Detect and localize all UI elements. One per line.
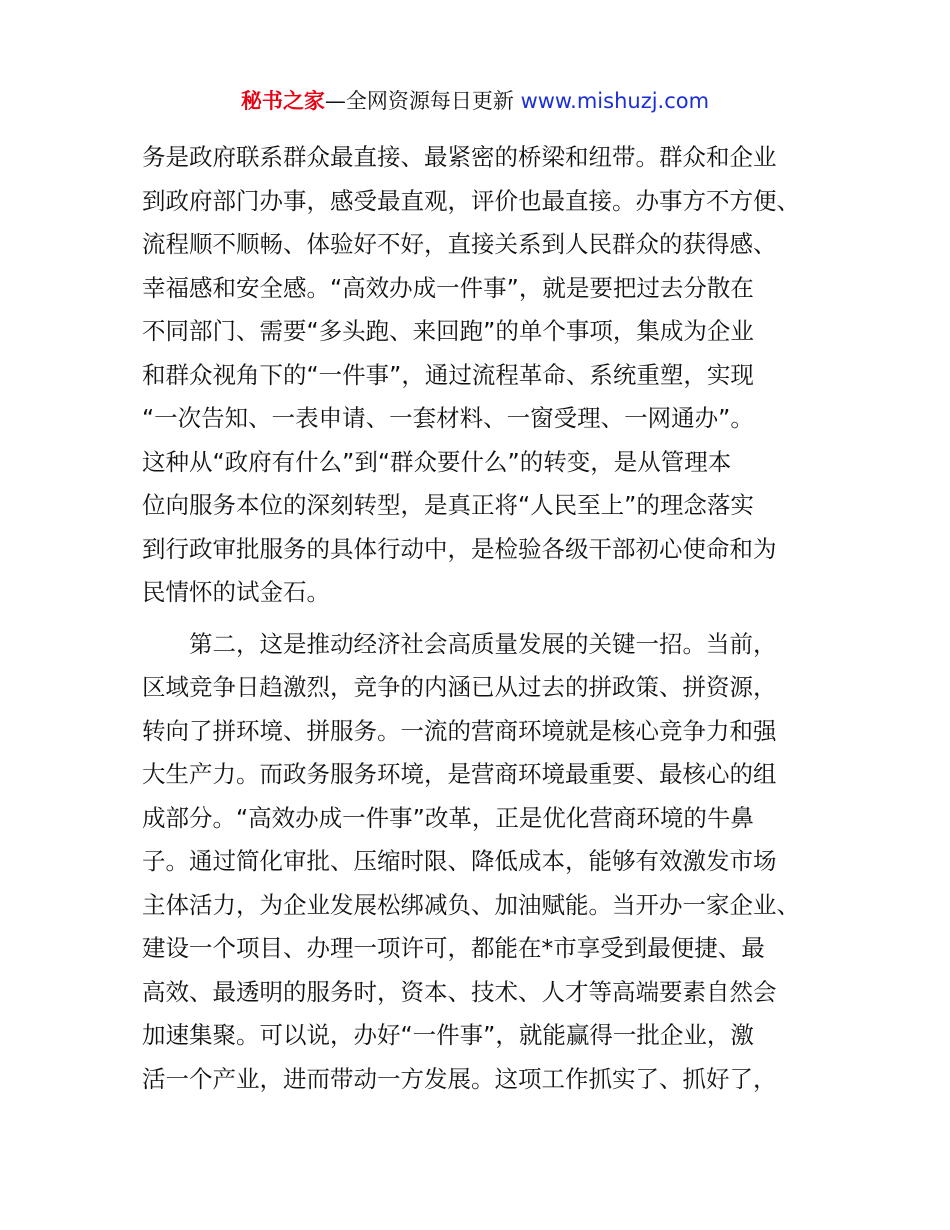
text-line: 转向了拼环境、拼服务。一流的营商环境就是核心竞争力和强 (142, 716, 777, 745)
text-line: 子。通过简化审批、压缩时限、降低成本，能够有效激发市场 (142, 847, 777, 875)
text-line: 成部分。“高效办成一件事”改革，正是优化营商环境的牛鼻 (142, 803, 754, 832)
text-line: 到行政审批服务的具体行动中，是检验各级干部初心使命和为 (142, 534, 777, 563)
paragraph-gap (142, 615, 822, 623)
paragraph-1 (142, 136, 822, 615)
text-line: 区域竞争日趋激烈，竞争的内涵已从过去的拼政策、拼资源， (142, 673, 777, 701)
text-line: 民情怀的试金石。 (142, 578, 330, 606)
text-line: 位向服务本位的深刻转型，是真正将“人民至上”的理念落实 (142, 491, 754, 519)
text-line: “一次告知、一表申请、一套材料、一窗受理、一网通办”。 (142, 404, 754, 432)
text-line: 和群众视角下的“一件事”，通过流程革命、系统重塑，实现 (142, 360, 754, 389)
text-line: 主体活力，为企业发展松绑减负、加油赋能。当开办一家企业、 (142, 890, 800, 919)
site-url-link[interactable]: www.mishuzj.com (520, 89, 710, 113)
text-line: 加速集聚。可以说，办好“一件事”，就能赢得一批企业，激 (142, 1021, 754, 1049)
text-line: 流程顺不顺畅、体验好不好，直接关系到人民群众的获得感、 (142, 230, 777, 258)
document-body (142, 136, 822, 1101)
site-header (0, 86, 950, 116)
site-tagline: —全网资源每日更新 (324, 89, 521, 113)
text-line: 建设一个项目、办理一项许可，都能在*市享受到最便捷、最 (142, 934, 765, 962)
text-line: 大生产力。而政务服务环境，是营商环境最重要、最核心的组 (142, 760, 777, 788)
text-line: 幸福感和安全感。“高效办成一件事”，就是要把过去分散在 (142, 273, 754, 302)
text-line: 务是政府联系群众最直接、最紧密的桥梁和纽带。群众和企业 (142, 143, 777, 171)
site-brand: 秘书之家 (240, 89, 325, 113)
text-line: 活一个产业，进而带动一方发展。这项工作抓实了、抓好了， (142, 1064, 777, 1093)
text-line: 到政府部门办事，感受最直观，评价也最直接。办事方不方便、 (142, 186, 800, 215)
text-line: 第二，这是推动经济社会高质量发展的关键一招。当前， (142, 629, 777, 658)
text-line: 这种从“政府有什么”到“群众要什么”的转变，是从管理本 (142, 447, 732, 476)
text-line: 高效、最透明的服务时，资本、技术、人才等高端要素自然会 (142, 977, 777, 1006)
paragraph-2 (142, 623, 822, 1102)
text-line: 不同部门、需要“多头跑、来回跑”的单个事项，集成为企业 (142, 317, 754, 345)
